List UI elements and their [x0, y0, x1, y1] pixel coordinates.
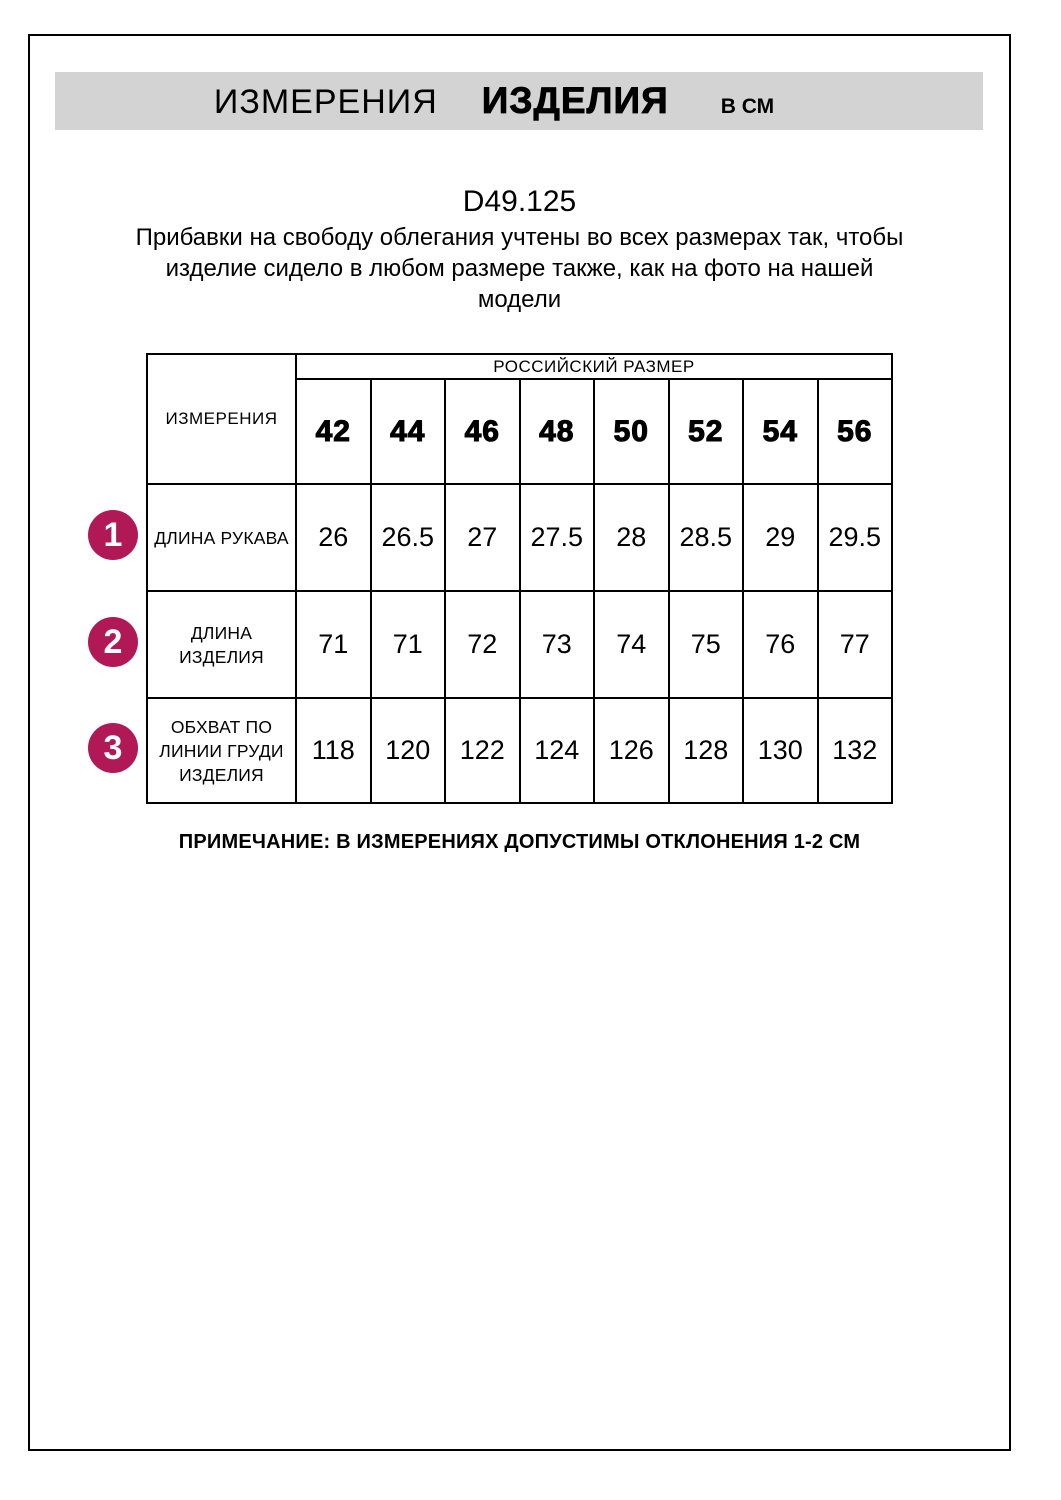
table-cell: 72: [445, 591, 520, 698]
table-cell: 77: [818, 591, 893, 698]
table-cell: 27: [445, 484, 520, 591]
size-column-header: 42: [296, 379, 371, 484]
size-column-header: 54: [743, 379, 818, 484]
note-text: ПРИМЕЧАНИЕ: В ИЗМЕРЕНИЯХ ДОПУСТИМЫ ОТКЛОНЕНИЯ 1-2 СМ: [178, 831, 861, 853]
table-cell: 71: [371, 591, 446, 698]
size-column-header: 46: [445, 379, 520, 484]
table-cell: 73: [520, 591, 595, 698]
header-title-measurements: ИЗМЕРЕНИЯ: [213, 83, 438, 121]
header-band: [55, 72, 983, 130]
table-cell: 75: [669, 591, 744, 698]
table-row-chest-girth: [147, 698, 892, 803]
table-cell: 76: [743, 591, 818, 698]
table-row-sleeve-length: [147, 484, 892, 591]
row-label: ДЛИНА ИЗДЕЛИЯ: [147, 591, 296, 698]
table-cell: 122: [445, 698, 520, 803]
table-cell: 128: [669, 698, 744, 803]
table-cell: 27.5: [520, 484, 595, 591]
table-corner-label: ИЗМЕРЕНИЯ: [147, 354, 296, 484]
table-group-row: [147, 354, 892, 379]
table-cell: 124: [520, 698, 595, 803]
header-title-product: ИЗДЕЛИЯ: [481, 80, 669, 121]
table-cell: 132: [818, 698, 893, 803]
table-cell: 28: [594, 484, 669, 591]
size-column-header: 56: [818, 379, 893, 484]
table-cell: 118: [296, 698, 371, 803]
badge-number: 1: [103, 515, 123, 554]
table-cell: 28.5: [669, 484, 744, 591]
badge-number: 2: [103, 622, 123, 661]
table-cell: 29.5: [818, 484, 893, 591]
size-column-header: 44: [371, 379, 446, 484]
size-column-header: 50: [594, 379, 669, 484]
table-cell: 126: [594, 698, 669, 803]
table-cell: 71: [296, 591, 371, 698]
size-column-header: 48: [520, 379, 595, 484]
description-line: модели: [477, 286, 562, 313]
row-number-badge-1: [88, 510, 138, 560]
table-cell: 26: [296, 484, 371, 591]
row-number-badge-3: [88, 723, 138, 773]
table-cell: 120: [371, 698, 446, 803]
table-row-item-length: [147, 591, 892, 698]
table-cell: 29: [743, 484, 818, 591]
row-label: ОБХВАТ ПО ЛИНИИ ГРУДИ ИЗДЕЛИЯ: [147, 698, 296, 803]
size-column-header: 52: [669, 379, 744, 484]
header-unit-label: В СМ: [720, 95, 775, 118]
row-label: ДЛИНА РУКАВА: [147, 484, 296, 591]
table-cell: 26.5: [371, 484, 446, 591]
product-description: [30, 222, 1009, 315]
description-line: изделие сидело в любом размере также, как на фото на нашей: [165, 255, 874, 282]
badge-number: 3: [103, 728, 123, 767]
product-code: D49.125: [462, 185, 577, 218]
table-group-header: РОССИЙСКИЙ РАЗМЕР: [296, 354, 892, 379]
description-line: Прибавки на свободу облегания учтены во всех размерах так, чтобы: [135, 224, 904, 251]
row-number-badge-2: [88, 617, 138, 667]
size-table: [146, 353, 893, 804]
table-cell: 130: [743, 698, 818, 803]
table-cell: 74: [594, 591, 669, 698]
page-frame: [28, 34, 1011, 1451]
